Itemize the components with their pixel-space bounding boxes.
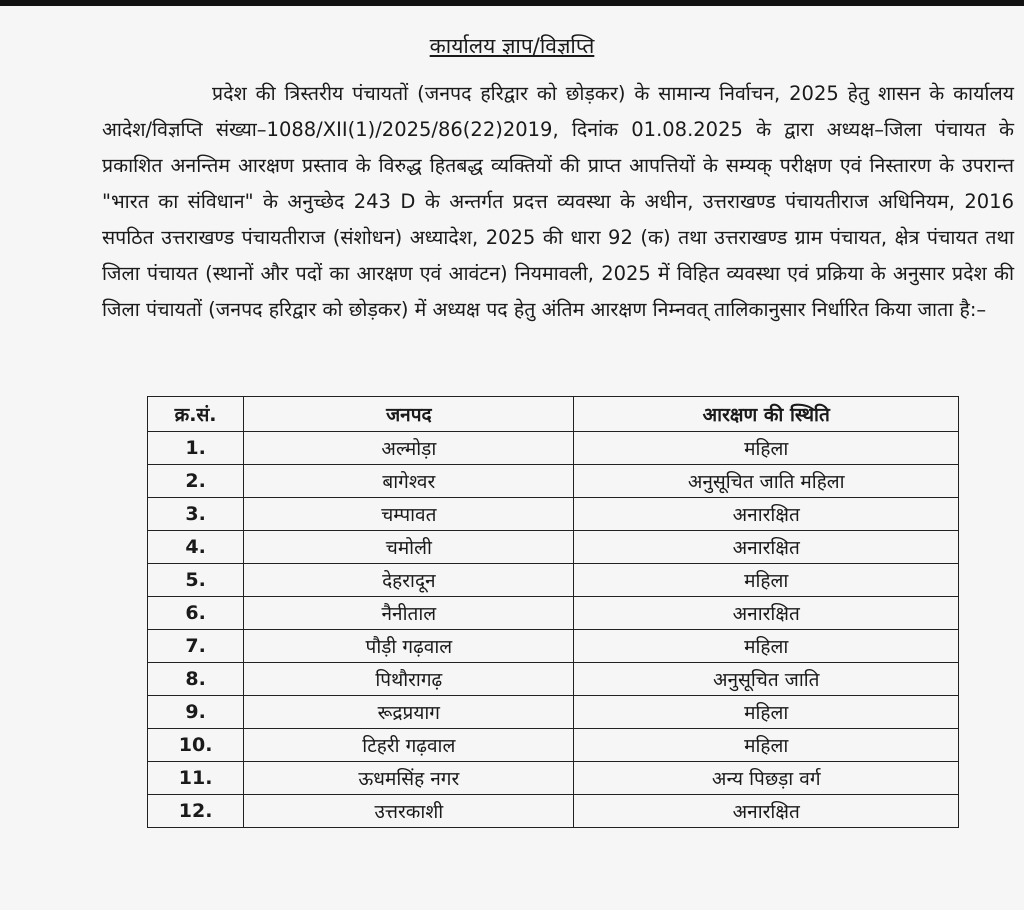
table-row (148, 630, 959, 663)
reservation-status-cell: अनारक्षित (574, 498, 959, 531)
district-cell: चमोली (244, 531, 574, 564)
reservation-status-cell: महिला (574, 630, 959, 663)
table-row (148, 663, 959, 696)
reservation-status-cell: अनारक्षित (574, 795, 959, 828)
table-row (148, 597, 959, 630)
district-cell: पिथौरागढ़ (244, 663, 574, 696)
serial-number-cell: 2. (148, 465, 244, 498)
district-cell: नैनीताल (244, 597, 574, 630)
district-cell: चम्पावत (244, 498, 574, 531)
reservation-status-cell: महिला (574, 729, 959, 762)
serial-number-cell: 6. (148, 597, 244, 630)
reservation-status-cell: महिला (574, 564, 959, 597)
table-row (148, 564, 959, 597)
reservation-status-cell: अन्य पिछड़ा वर्ग (574, 762, 959, 795)
reservation-status-cell: अनारक्षित (574, 531, 959, 564)
district-cell: अल्मोड़ा (244, 432, 574, 465)
reservation-status-cell: महिला (574, 696, 959, 729)
district-cell: बागेश्वर (244, 465, 574, 498)
reservation-table (147, 396, 959, 828)
table-header-row (148, 397, 959, 432)
serial-number-cell: 4. (148, 531, 244, 564)
notification-paragraph: प्रदेश की त्रिस्तरीय पंचायतों (जनपद हरिद्वार को छोड़कर) के सामान्य निर्वाचन, 2025 हेतु शासन के कार्यालय आदेश/विज्ञप्ति संख्या–1088/XII(1)/2025/86(22)2019, दिनांक 01.08.2025 के द्वारा अध्यक्ष–जिला पंचायत के प्रकाशित अनन्तिम आरक्षण प्रस्ताव के विरुद्ध हितबद्ध व्यक्तियों की प्राप्त आपत्तियों के सम्यक् परीक्षण एवं निस्तारण के उपरान्त "भारत का संविधान" के अनुच्छेद 243 D के अन्तर्गत प्रदत्त व्यवस्था के अधीन, उत्तराखण्ड पंचायतीराज अधिनियम, 2016 सपठित उत्तराखण्ड पंचायतीराज (संशोधन) अध्यादेश, 2025 की धारा 92 (क) तथा उत्तराखण्ड ग्राम पंचायत, क्षेत्र पंचायत तथा जिला पंचायत (स्थानों और पदों का आरक्षण एवं आवंटन) नियमावली, 2025 में विहित व्यवस्था एवं प्रक्रिया के अनुसार प्रदेश की जिला पंचायतों (जनपद हरिद्वार को छोड़कर) में अध्यक्ष पद हेतु अंतिम आरक्षण निम्नवत् तालिकानुसार निर्धारित किया जाता है:– (102, 82, 1014, 321)
serial-number-cell: 7. (148, 630, 244, 663)
reservation-status-cell: महिला (574, 432, 959, 465)
district-cell: देहरादून (244, 564, 574, 597)
serial-number-cell: 1. (148, 432, 244, 465)
header-reservation-status: आरक्षण की स्थिति (574, 397, 959, 432)
table-row (148, 498, 959, 531)
table-row (148, 729, 959, 762)
table-body (148, 432, 959, 828)
district-cell: रूद्रप्रयाग (244, 696, 574, 729)
table-row (148, 762, 959, 795)
document-title: कार्यालय ज्ञाप/विज्ञप्ति (429, 34, 595, 58)
serial-number-cell: 5. (148, 564, 244, 597)
table-row (148, 465, 959, 498)
reservation-status-cell: अनारक्षित (574, 597, 959, 630)
table-row (148, 432, 959, 465)
reservation-status-cell: अनुसूचित जाति (574, 663, 959, 696)
header-serial-number: क्र.सं. (148, 397, 244, 432)
table-row (148, 795, 959, 828)
header-district: जनपद (244, 397, 574, 432)
reservation-status-cell: अनुसूचित जाति महिला (574, 465, 959, 498)
district-cell: टिहरी गढ़वाल (244, 729, 574, 762)
table-row (148, 696, 959, 729)
table-row (148, 531, 959, 564)
serial-number-cell: 3. (148, 498, 244, 531)
serial-number-cell: 9. (148, 696, 244, 729)
serial-number-cell: 8. (148, 663, 244, 696)
district-cell: ऊधमसिंह नगर (244, 762, 574, 795)
district-cell: उत्तरकाशी (244, 795, 574, 828)
serial-number-cell: 12. (148, 795, 244, 828)
serial-number-cell: 11. (148, 762, 244, 795)
serial-number-cell: 10. (148, 729, 244, 762)
district-cell: पौड़ी गढ़वाल (244, 630, 574, 663)
